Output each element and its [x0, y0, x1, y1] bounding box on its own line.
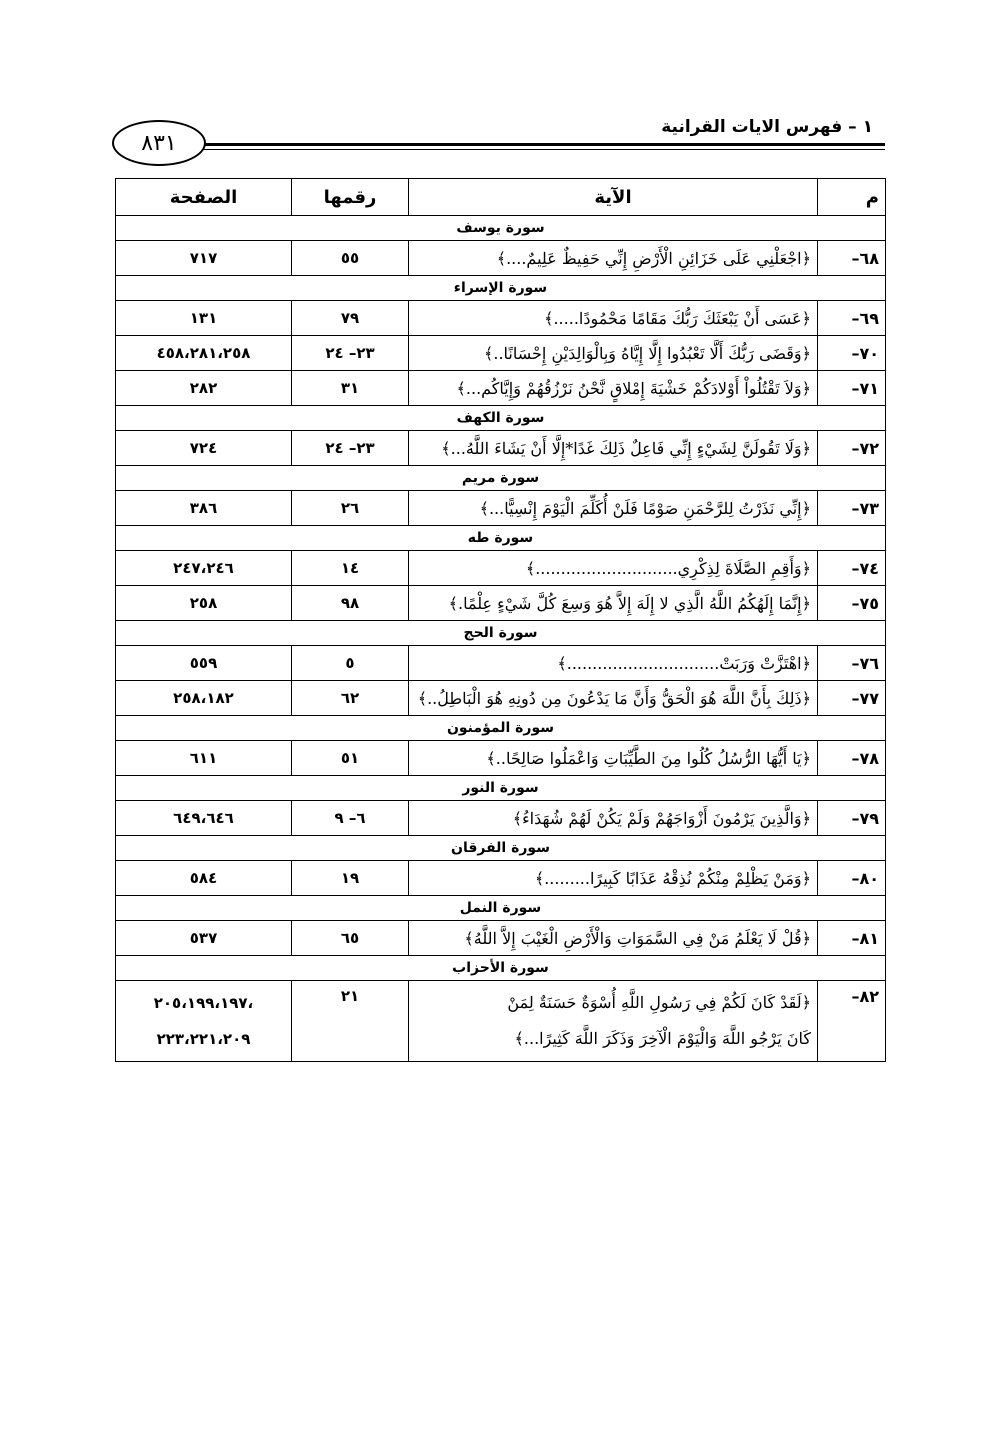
- ayah-text: ﴿عَسَى أَنْ يَبْعَثَكَ رَبُّكَ مَقَامًا مَحْمُودًا.....﴾: [409, 301, 818, 336]
- page-ref: ٥٨٤: [116, 861, 292, 896]
- page-ref: ٤٥٨،٢٨١،٢٥٨: [116, 336, 292, 371]
- surah-heading: سورة طه: [116, 526, 886, 551]
- row-number: ٧٩–: [818, 801, 886, 836]
- page-ref: ٧٢٤: [116, 431, 292, 466]
- ayah-text: ﴿وَلاَ تَقْتُلُواْ أَوْلادَكُمْ خَشْيَةَ إِمْلاقٍ نَّحْنُ نَرْزُقُهُمْ وَإِيَّاكُم...﴾: [409, 371, 818, 406]
- ayah-ref: ٢١: [292, 981, 409, 1062]
- ayah-ref: ٥٥: [292, 241, 409, 276]
- ayah-text: ﴿قُلْ لَا يَعْلَمُ مَنْ فِي السَّمَوَاتِ وَالْأَرْضِ الْغَيْبَ إِلاَّ اللَّهُ﴾: [409, 921, 818, 956]
- ayah-text-line: ﴿لَقَدْ كَانَ لَكُمْ فِي رَسُولِ اللَّهِ أُسْوَةٌ حَسَنَةٌ لِمَنْ: [507, 993, 811, 1012]
- page-ref: ٧١٧: [116, 241, 292, 276]
- ayah-text: ﴿اهْتَزَّتْ وَرَبَتْ..............................﴾: [409, 646, 818, 681]
- ayah-ref: ٥: [292, 646, 409, 681]
- row-number: ٧٣–: [818, 491, 886, 526]
- header-rule-thick: [200, 143, 885, 146]
- ayah-index-table: [115, 178, 886, 1062]
- row-number: ٦٩–: [818, 301, 886, 336]
- ayah-text-line: كَانَ يَرْجُو اللَّهَ وَالْيَوْمَ الْآخِرَ وَذَكَرَ اللَّهَ كَثِيرًا...﴾: [514, 1029, 811, 1048]
- page-ref: ٥٣٧: [116, 921, 292, 956]
- page-number: ٨٣١: [141, 130, 177, 156]
- row-number: ٦٨–: [818, 241, 886, 276]
- page-ref: ٦٤٩،٦٤٦: [116, 801, 292, 836]
- row-number: ٧٠–: [818, 336, 886, 371]
- surah-heading: سورة النمل: [116, 896, 886, 921]
- page-header: [110, 113, 885, 168]
- page-ref: [116, 981, 292, 1062]
- surah-heading: سورة الحج: [116, 621, 886, 646]
- ayah-text: ﴿ذَلِكَ بِأَنَّ اللَّهَ هُوَ الْحَقُّ وَأَنَّ مَا يَدْعُونَ مِن دُونِهِ هُوَ الْبَاطِلُ..﴾: [409, 681, 818, 716]
- page-ref: ١٣١: [116, 301, 292, 336]
- ayah-text: ﴿إِنِّي نَذَرْتُ لِلرَّحْمَنِ صَوْمًا فَلَنْ أُكَلِّمَ الْيَوْمَ إِنْسِيًّا...﴾: [409, 491, 818, 526]
- page-ref-line: ٢٢٣،٢٢١،٢٠٩: [156, 1030, 251, 1048]
- table-row: [116, 681, 886, 716]
- ayah-text: ﴿وَلَا تَقُولَنَّ لِشَيْءٍ إِنِّي فَاعِلٌ ذَلِكَ غَدًا*إِلَّا أَنْ يَشَاءَ اللَّهُ...﴾: [409, 431, 818, 466]
- table-row: [116, 241, 886, 276]
- table-row: [116, 981, 886, 1062]
- surah-heading: سورة الإسراء: [116, 276, 886, 301]
- page-ref: ٢٨٢: [116, 371, 292, 406]
- page-ref: ٢٥٨،١٨٢: [116, 681, 292, 716]
- ayah-ref: ٢٦: [292, 491, 409, 526]
- ayah-ref: ٦٥: [292, 921, 409, 956]
- surah-heading: سورة مريم: [116, 466, 886, 491]
- header-rule-thin: [200, 149, 885, 150]
- ayah-text: ﴿وَالَّذِينَ يَرْمُونَ أَزْوَاجَهُمْ وَلَمْ يَكُنْ لَهُمْ شُهَدَاءُ﴾: [409, 801, 818, 836]
- page-ref: ٢٤٧،٢٤٦: [116, 551, 292, 586]
- table-row: [116, 371, 886, 406]
- row-number: ٧٨–: [818, 741, 886, 776]
- ayah-text: ﴿وَمَنْ يَظْلِمْ مِنْكُمْ نُذِقْهُ عَذَابًا كَبِيرًا.........﴾: [409, 861, 818, 896]
- table-row: [116, 861, 886, 896]
- ayah-text: [409, 981, 818, 1062]
- surah-heading: سورة يوسف: [116, 216, 886, 241]
- row-number: ٨١–: [818, 921, 886, 956]
- row-number: ٧٥–: [818, 586, 886, 621]
- surah-heading: سورة الأحزاب: [116, 956, 886, 981]
- table-row: [116, 551, 886, 586]
- page-number-oval: [112, 120, 206, 166]
- ayah-ref: ٦– ٩: [292, 801, 409, 836]
- ayah-ref: ٥١: [292, 741, 409, 776]
- table-row: [116, 491, 886, 526]
- row-number: ٨٠–: [818, 861, 886, 896]
- row-number: ٧٢–: [818, 431, 886, 466]
- index-title: ١ – فهرس الايات القرانية: [661, 117, 873, 137]
- table-row: [116, 801, 886, 836]
- page-ref: ٥٥٩: [116, 646, 292, 681]
- col-header-ayah: الآية: [409, 179, 818, 216]
- table-row: [116, 921, 886, 956]
- ayah-ref: ٦٢: [292, 681, 409, 716]
- table-row: [116, 646, 886, 681]
- ayah-text: ﴿اجْعَلْنِي عَلَى خَزَائِنِ الْأَرْضِ إِنِّي حَفِيظٌ عَلِيمٌ....﴾: [409, 241, 818, 276]
- ayah-ref: ٧٩: [292, 301, 409, 336]
- ayah-text: ﴿وَقَضَى رَبُّكَ أَلَّا تَعْبُدُوا إِلَّا إِيَّاهُ وَبِالْوَالِدَيْنِ إِحْسَانًا..﴾: [409, 336, 818, 371]
- ayah-ref: ٣١: [292, 371, 409, 406]
- ayah-ref: ٢٣– ٢٤: [292, 336, 409, 371]
- ayah-ref: ١٤: [292, 551, 409, 586]
- page-ref-line: ،٢٠٥،١٩٩،١٩٧: [153, 994, 254, 1012]
- surah-heading: سورة الكهف: [116, 406, 886, 431]
- row-number: ٧٧–: [818, 681, 886, 716]
- surah-heading: سورة المؤمنون: [116, 716, 886, 741]
- table-row: [116, 741, 886, 776]
- page-ref: ٣٨٦: [116, 491, 292, 526]
- surah-heading: سورة النور: [116, 776, 886, 801]
- page-ref: ٦١١: [116, 741, 292, 776]
- ayah-text: ﴿يَا أَيُّهَا الرُّسُلُ كُلُوا مِنَ الطَّيِّبَاتِ وَاعْمَلُوا صَالِحًا..﴾: [409, 741, 818, 776]
- table-row: [116, 586, 886, 621]
- col-header-page: الصفحة: [116, 179, 292, 216]
- ayah-ref: ٩٨: [292, 586, 409, 621]
- surah-heading: سورة الفرقان: [116, 836, 886, 861]
- row-number: ٧١–: [818, 371, 886, 406]
- row-number: ٧٦–: [818, 646, 886, 681]
- table-row: [116, 301, 886, 336]
- ayah-text: ﴿إِنَّمَا إِلَهُكُمُ اللَّهُ الَّذِي لا إِلَهَ إِلاَّ هُوَ وَسِعَ كُلَّ شَيْءٍ عِلْمًا.﴾: [409, 586, 818, 621]
- col-header-ayah-ref: رقمها: [292, 179, 409, 216]
- table-row: [116, 336, 886, 371]
- table-header-row: [116, 179, 886, 216]
- ayah-ref: ٢٣– ٢٤: [292, 431, 409, 466]
- ayah-ref: ١٩: [292, 861, 409, 896]
- page-ref: ٢٥٨: [116, 586, 292, 621]
- col-header-number: م: [818, 179, 886, 216]
- table-row: [116, 431, 886, 466]
- ayah-text: ﴿وَأَقِمِ الصَّلَاةَ لِذِكْرِي............................﴾: [409, 551, 818, 586]
- row-number: ٨٢–: [818, 981, 886, 1062]
- row-number: ٧٤–: [818, 551, 886, 586]
